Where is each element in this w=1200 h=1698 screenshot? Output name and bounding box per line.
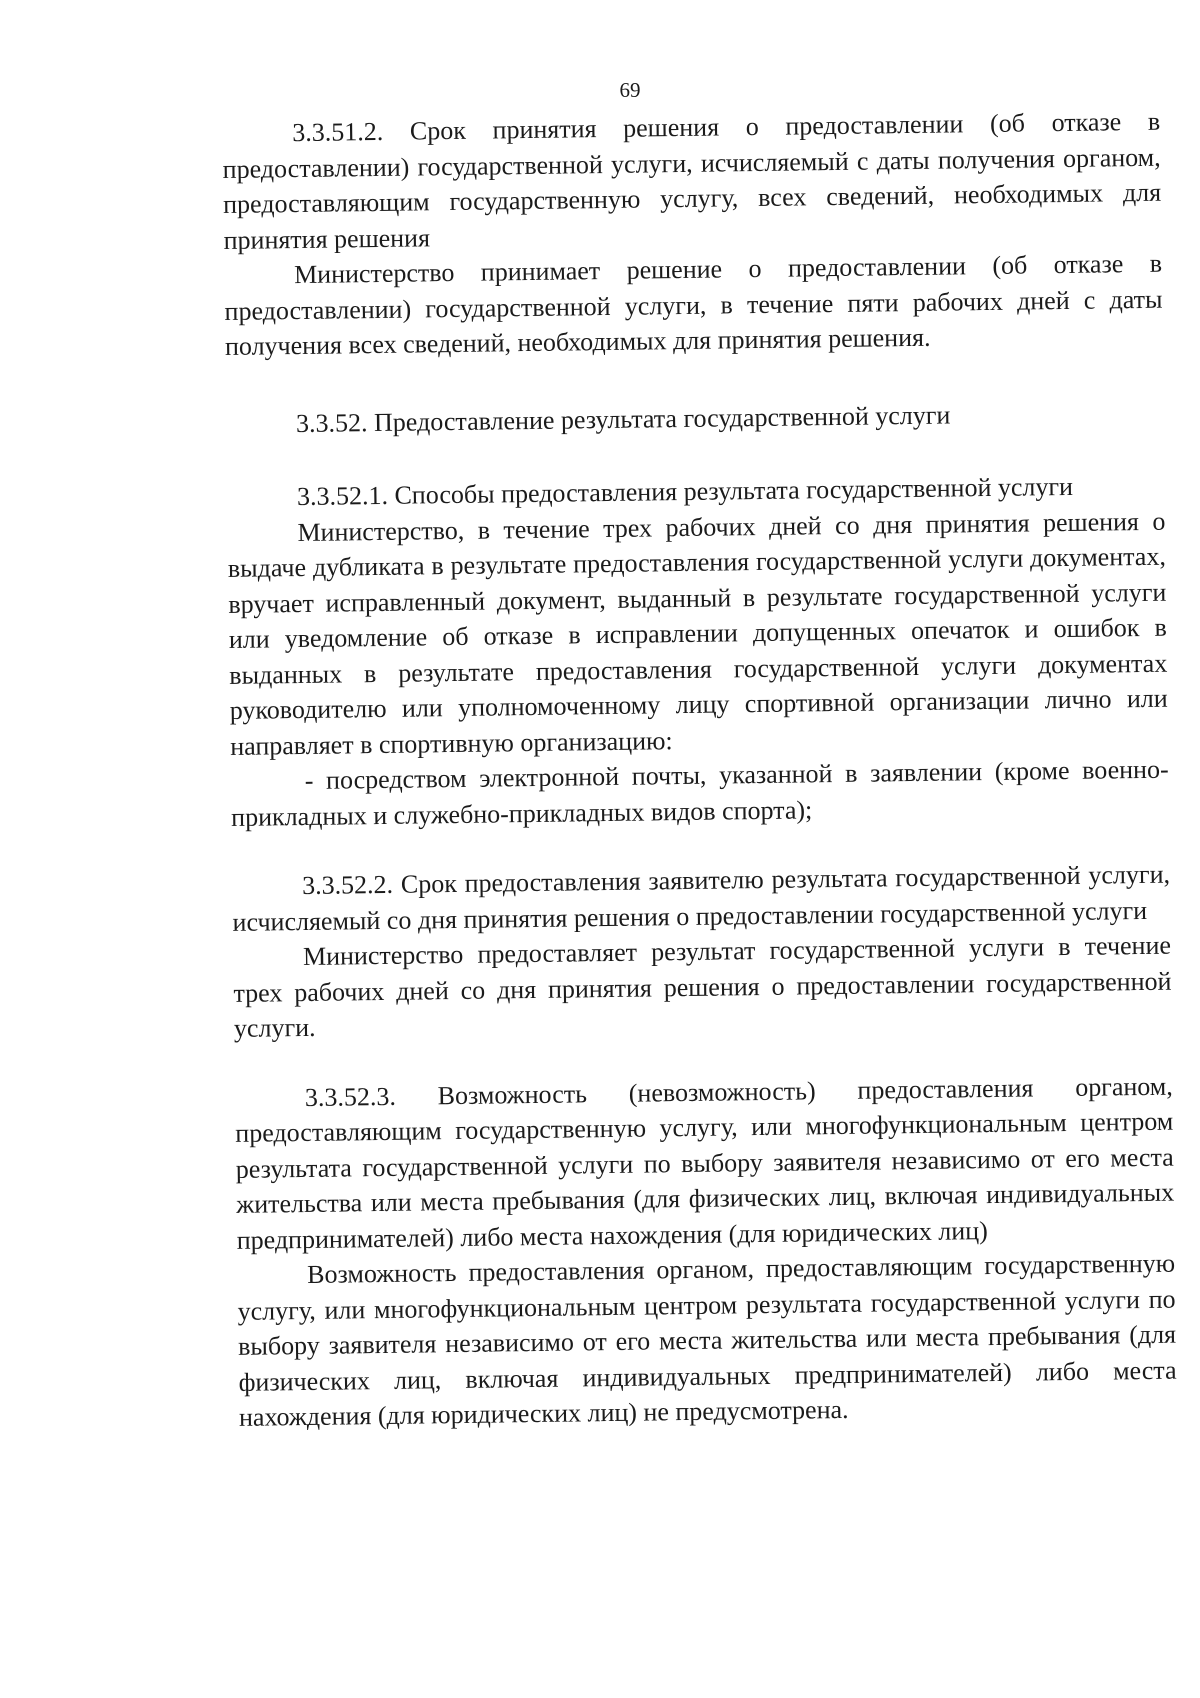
section-3-3-52-1-heading: 3.3.52.1. Способы предоставления результата государственной услуги: [296, 471, 1074, 512]
section-3-3-52-1-body: Министерство, в течение трех рабочих дней со дня принятия решения о выдаче дубликата в результате предоставления государственной услуги документах, вручает исправленный документ, выданный в результате государственной услуги или уведомление об отказе в исправлении допущенных опечаток и ошибок в выданных в результате предоставления государственной услуги документах руководителю или уполномоченному лицу спортивной организации лично или направляет в спортивную организацию:: [227, 506, 1168, 761]
document-body: [222, 104, 1177, 1436]
section-3-3-52-2-heading: 3.3.52.2. Срок предоставления заявителю результата государственной услуги, исчисляемый со дня принятия решения о предоставлении государственной услуги: [232, 859, 1171, 937]
section-3-3-52-heading: 3.3.52. Предоставление результата государственной услуги: [295, 399, 951, 438]
section-3-3-52-3-heading: 3.3.52.3. Возможность (невозможность) предоставления органом, предоставляющим государственную услугу, или многофункциональным центром результата государственной услуги по выбору заявителя независимо от его места жительства или места пребывания (для физических лиц, включая индивидуальных предпринимателей) либо места нахождения (для юридических лиц): [235, 1071, 1175, 1255]
section-3-3-51-2-body: Министерство принимает решение о предоставлении (об отказе в предоставлении) государственной услуги, в течение пяти рабочих дней с даты получения всех сведений, необходимых для принятия решения.: [224, 248, 1163, 361]
section-3-3-52-2-body: Министерство предоставляет результат государственной услуги в течение трех рабочих дней со дня принятия решения о предоставлении государственной услуги.: [233, 930, 1172, 1043]
section-3-3-52-1-bullet: - посредством электронной почты, указанной в заявлении (кроме военно-прикладных и служебно-прикладных видов спорта);: [230, 754, 1169, 832]
section-3-3-52-3-body: Возможность предоставления органом, предоставляющим государственную услугу, или многофункциональным центром результата государственной услуги по выбору заявителя независимо от его места жительства или места пребывания (для физических лиц, включая индивидуальных предпринимателей) либо места нахождения (для юридических лиц) не предусмотрена.: [237, 1248, 1177, 1432]
section-3-3-51-2-heading: 3.3.51.2. Срок принятия решения о предоставлении (об отказе в предоставлении) государственной услуги, исчисляемый с даты получения органом, предоставляющим государственную услугу, всех сведений, необходимых для принятия решения: [222, 106, 1162, 255]
page-number: 69: [619, 78, 641, 102]
